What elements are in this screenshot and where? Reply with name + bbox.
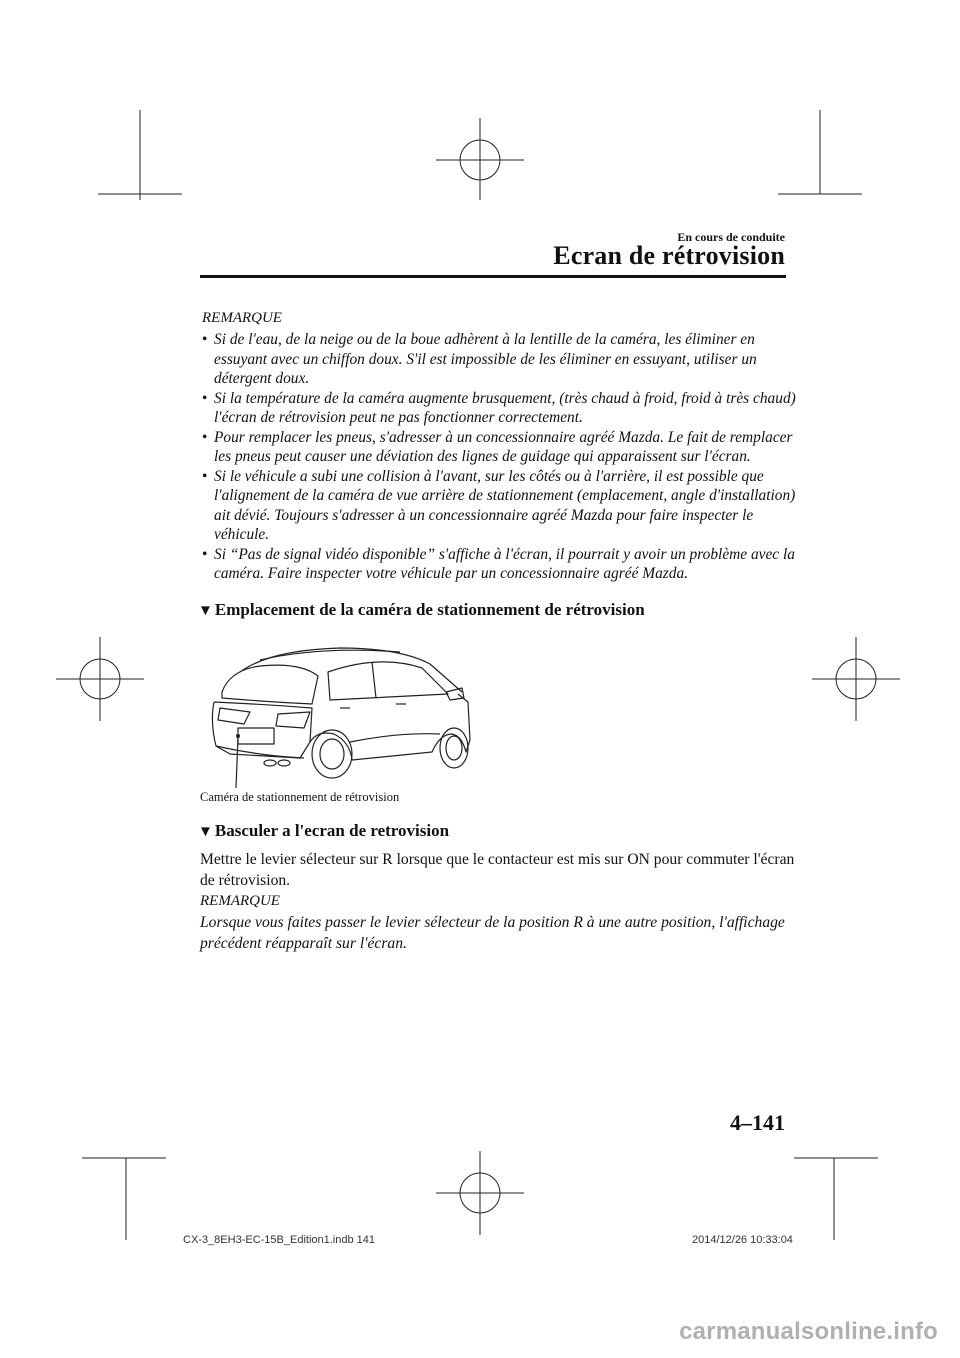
watermark: carmanualsonline.info: [679, 1318, 938, 1345]
page-title: Ecran de rétrovision: [553, 241, 785, 270]
footer-file: CX-3_8EH3-EC-15B_Edition1.indb 141: [183, 1234, 376, 1246]
note-item: • Si le véhicule a subi une collision à l'avant, sur les côtés ou à l'arrière, il est possible que l'alignement de la caméra de vue arrière de stationnement (emplacement, angle d'installation) ait dévié. Toujours s'adresser à un concessionnaire agréé Mazda pour faire inspecter le véhicule.: [202, 467, 796, 543]
triangle-down-icon: ▼: [198, 824, 213, 840]
note-list: [202, 330, 802, 584]
note-block-2: [200, 893, 800, 954]
section-heading-switch-view: ▼ Basculer a l'ecran de retrovision: [198, 821, 450, 840]
triangle-down-icon: ▼: [198, 603, 213, 619]
note-item: • Si “Pas de signal vidéo disponible” s'affiche à l'écran, il pourrait y avoir un problème avec la caméra. Faire inspecter votre véhicule par un concessionnaire agréé Mazda.: [202, 545, 795, 582]
note-item: • Si de l'eau, de la neige ou de la boue adhèrent à la lentille de la caméra, les éliminer en essuyant avec un chiffon doux. S'il est impossible de les éliminer en essuyant, utiliser un détergent doux.: [202, 331, 757, 387]
note-item: • Pour remplacer les pneus, s'adresser à un concessionnaire agréé Mazda. Le fait de remplacer les pneus peut causer une déviation des lignes de guidage qui apparaissent sur l'écran.: [202, 428, 793, 465]
note-text: Lorsque vous faites passer le levier sélecteur de la position R à une autre position, l'affichage précédent réapparaît sur l'écran.: [200, 914, 785, 952]
page-number: 4–141: [730, 1110, 785, 1135]
section-heading-camera-location: ▼ Emplacement de la caméra de stationnement de rétrovision: [198, 600, 645, 619]
camera-caption: Caméra de stationnement de rétrovision: [200, 790, 400, 804]
note-label: REMARQUE: [202, 310, 282, 326]
footer-timestamp: 2014/12/26 10:33:04: [692, 1234, 793, 1246]
note-item: • Si la température de la caméra augmente brusquement, (très chaud à froid, froid à très chaud) l'écran de rétrovision peut ne pas fonctionner correctement.: [202, 389, 796, 426]
body-paragraph: Mettre le levier sélecteur sur R lorsque que le contacteur est mis sur ON pour commuter l'écran de rétrovision.: [200, 851, 795, 889]
note-label: REMARQUE: [200, 893, 280, 909]
section-label: En cours de conduite: [677, 230, 785, 244]
header-rule: [200, 275, 786, 278]
camera-marker: [236, 734, 240, 738]
car-rear-illustration: [200, 642, 480, 792]
note-block-1: [202, 310, 802, 584]
